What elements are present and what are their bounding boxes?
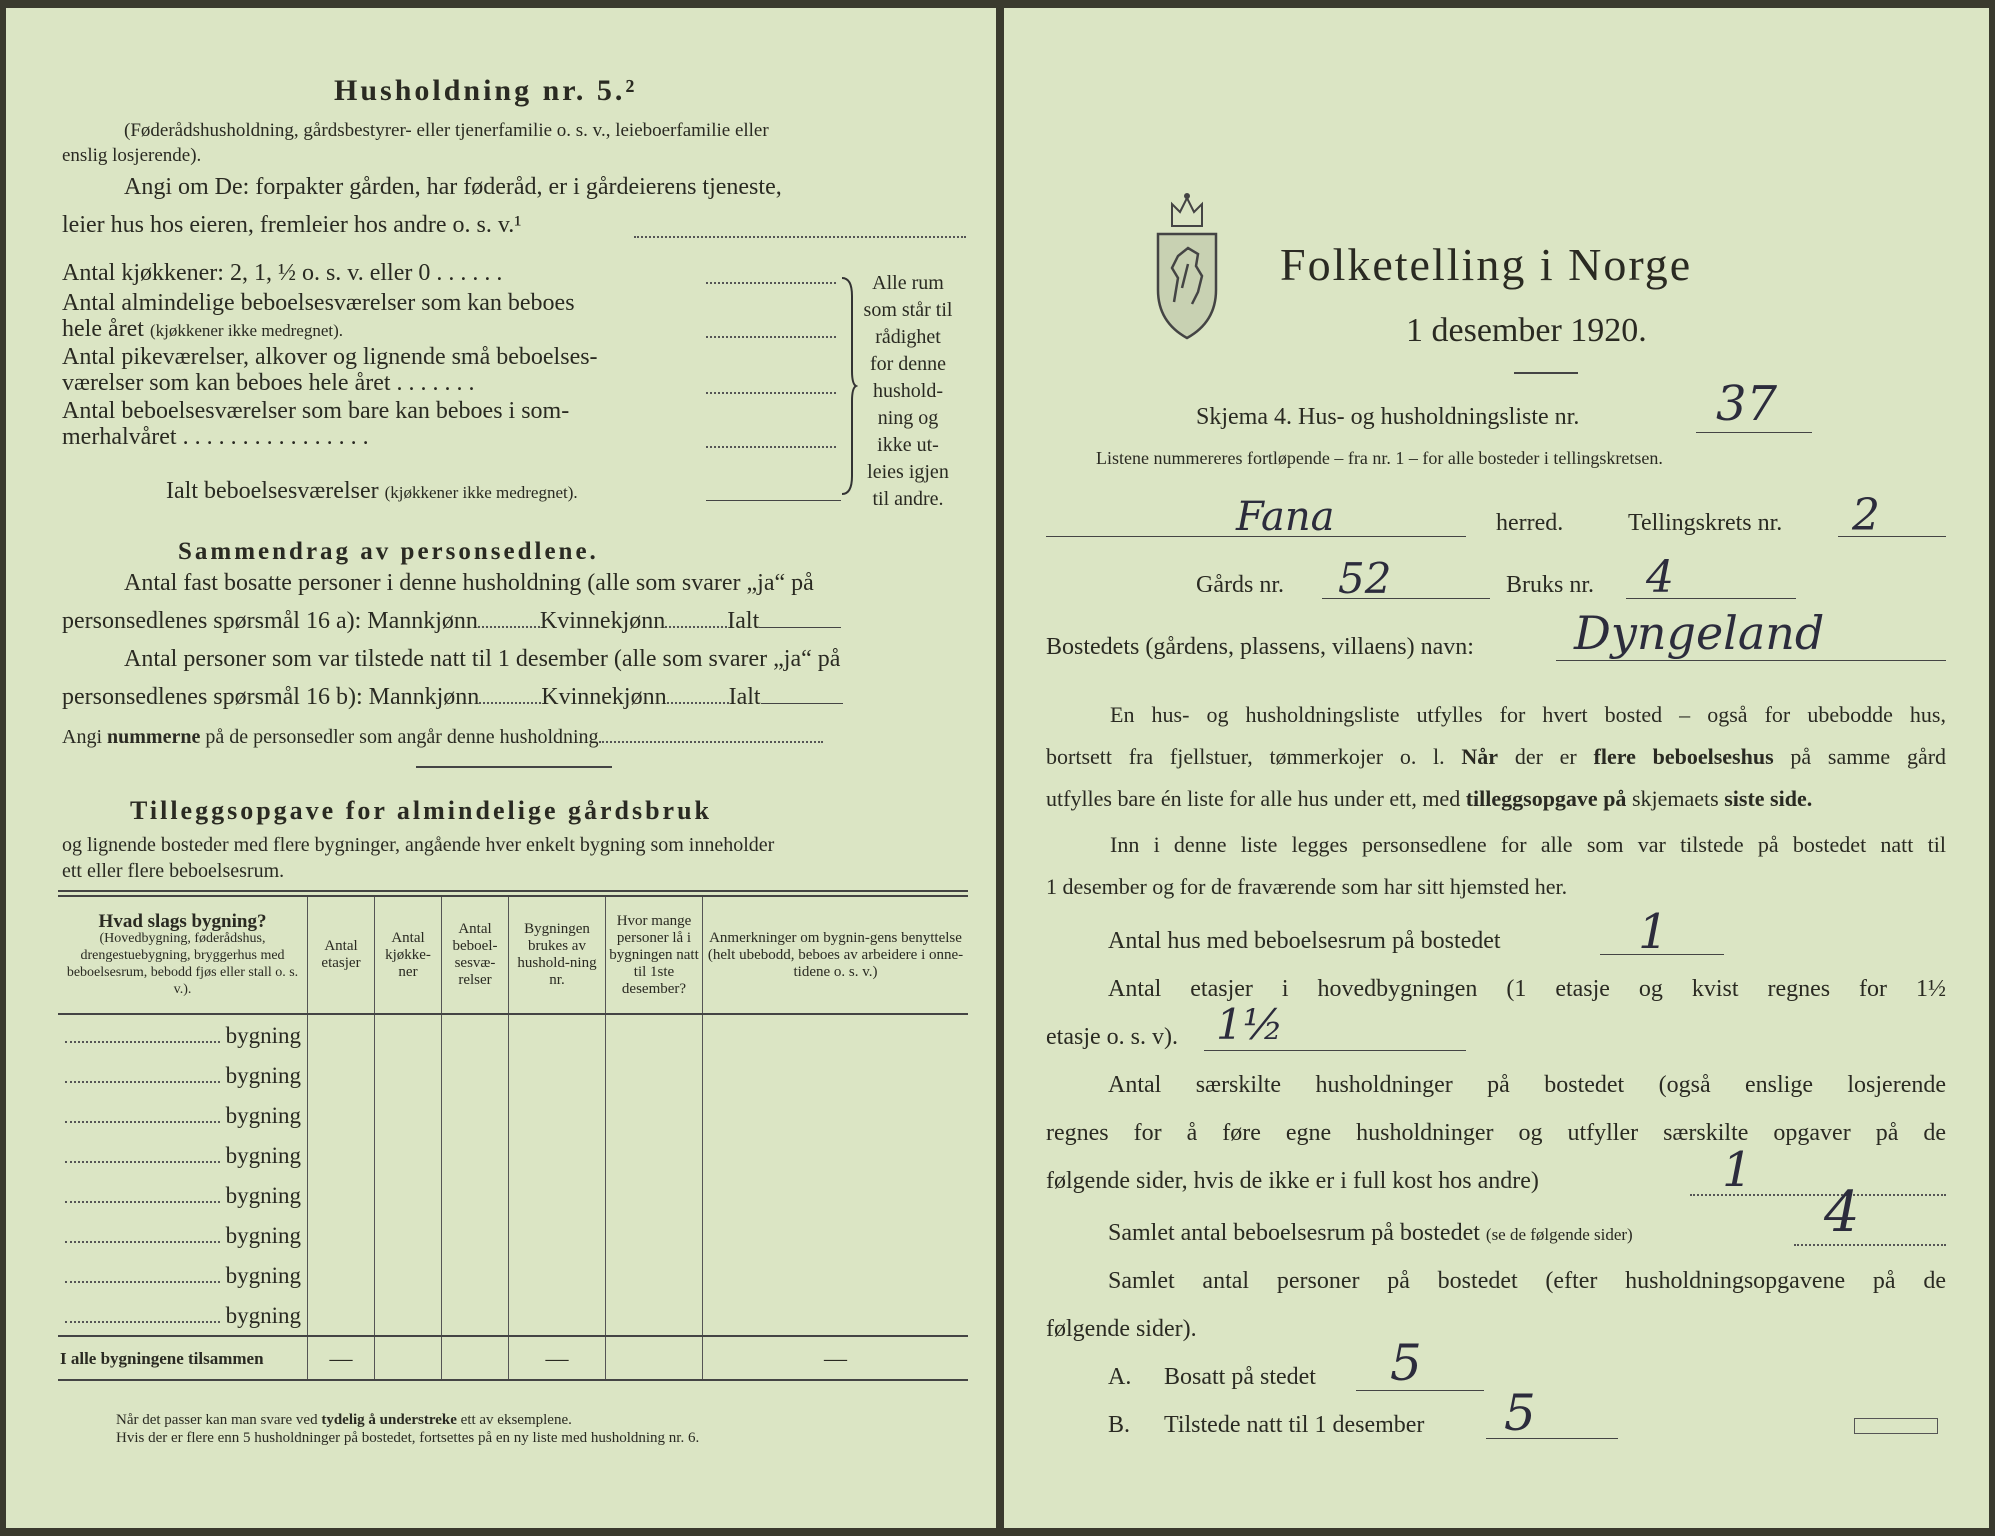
table-row — [58, 1255, 968, 1295]
printer-stamp — [1854, 1418, 1938, 1434]
household-note-2: enslig losjerende). — [62, 145, 202, 166]
a-label: A. — [1108, 1364, 1132, 1390]
table-row — [58, 1295, 968, 1336]
right-page — [1004, 8, 1989, 1528]
summary-line-3: Antal personer som var tilstede natt til 1 desember (alle som svarer „ja“ på — [124, 646, 841, 672]
q-hus-value[interactable]: 1 — [1638, 904, 1669, 960]
total-husholdning: — — [509, 1336, 606, 1380]
building-table — [58, 895, 968, 1381]
table-row — [58, 1095, 968, 1135]
tillegg-line-1: og lignende bosteder med flere bygninger, angående hver enkelt bygning som inneholder — [62, 834, 775, 856]
q-hus-label: Antal hus med beboelsesrum på bostedet — [1108, 928, 1501, 954]
q-pers-line-1: Samlet antal personer på bostedet (efter husholdningsopgavene på de — [1108, 1268, 1946, 1294]
coat-of-arms-icon — [1152, 192, 1222, 344]
listene-note: Listene nummereres fortløpende – fra nr. 1 – for alle bosteder i tellingskretsen. — [1096, 448, 1663, 468]
summary-line-2: personsedlenes spørsmål 16 a): Mannkjønn Kvinnekjønn Ialt — [62, 608, 841, 635]
bostedets-label: Bostedets (gårdens, plassens, villaens) navn: — [1046, 634, 1474, 660]
q-etasjer-value[interactable]: 1½ — [1216, 1000, 1284, 1049]
row-label: bygning — [225, 1262, 301, 1288]
table-row — [58, 1135, 968, 1175]
col-personer: Hvor mange personer lå i bygningen natt til 1ste desember? — [606, 896, 703, 1014]
sommer-line-1: Antal beboelsesværelser som bare kan beboes i som- — [62, 398, 570, 424]
b-label: B. — [1108, 1412, 1131, 1438]
bruks-value[interactable]: 4 — [1646, 552, 1674, 603]
form-title: Folketelling i Norge — [1280, 239, 1693, 290]
row-label: bygning — [225, 1102, 301, 1128]
footnote-2: Hvis der er flere enn 5 husholdninger på bostedet, fortsettes på en ny liste med husholdning nr. 6. — [116, 1430, 700, 1446]
angi-line-1: Angi om De: forpakter gården, har føderåd, er i gårdeierens tjeneste, — [124, 174, 782, 200]
q-hush-line-1: Antal særskilte husholdninger på bostedet (også enslige losjerende — [1108, 1072, 1946, 1098]
alm-answer[interactable] — [706, 336, 836, 338]
tillegg-title: Tilleggsopgave for almindelige gårdsbruk — [130, 796, 713, 825]
household-note: (Føderådshusholdning, gårdsbestyrer- eller tjenerfamilie o. s. v., leieboerfamilie eller — [124, 120, 769, 141]
b-value[interactable]: 5 — [1504, 1384, 1536, 1442]
skjema-line — [1696, 432, 1812, 433]
angi-nummerne: Angi nummerne på de personsedler som angår denne husholdning — [62, 726, 823, 749]
title-rule — [1514, 372, 1578, 374]
alm-line-1: Antal almindelige beboelsesværelser som kan beboes — [62, 290, 575, 316]
footnote-1: Når det passer kan man svare ved tydelig å understreke ett av eksemplene. — [116, 1412, 572, 1428]
q-rum-label: Samlet antal beboelsesrum på bostedet (se de følgende sider) — [1108, 1220, 1633, 1246]
bostedets-value[interactable]: Dyngeland — [1574, 606, 1825, 660]
q-etasjer-line-2: etasje o. s. v). — [1046, 1024, 1178, 1050]
kjokkener-label: Antal kjøkkener: 2, 1, ½ o. s. v. eller 0 . . . . . . — [62, 260, 503, 286]
info-line-2: bortsett fra fjellstuer, tømmerkojer o. l. Når der er flere beboelseshus på samme gård — [1046, 744, 1947, 769]
row-label: bygning — [225, 1182, 301, 1208]
gards-value[interactable]: 52 — [1338, 554, 1392, 603]
brace-icon — [838, 276, 858, 496]
table-total-row — [58, 1336, 968, 1380]
b-text: Tilstede natt til 1 desember — [1164, 1412, 1425, 1438]
ialt-rooms-answer[interactable] — [706, 500, 841, 501]
col-anmerkninger: Anmerkninger om bygnin-gens benyttelse (helt ubebodd, beboes av arbeidere i onne-tidene o. s. v.) — [703, 896, 969, 1014]
pike-line-2: værelser som kan beboes hele året . . . . . . . — [62, 370, 475, 396]
info-line-1: En hus- og husholdningsliste utfylles for hvert bosted – også for ubebodde hus, — [1110, 702, 1946, 727]
gards-label: Gårds nr. — [1196, 572, 1284, 598]
table-row — [58, 1055, 968, 1095]
total-anmerkninger: — — [703, 1336, 969, 1380]
row-label: bygning — [225, 1302, 301, 1328]
kjokkener-answer[interactable] — [706, 282, 836, 284]
q-etasjer-line — [1204, 1050, 1466, 1051]
a-value[interactable]: 5 — [1390, 1334, 1422, 1392]
col-bygning: Hvad slags bygning? (Hovedbygning, føderådshus, drengestuebygning, bryggerhus med beboelsesrum, bebodd fjøs eller stall o. s. v.). — [58, 896, 308, 1014]
col-beboelsesvaerelser: Antal beboel-sesvæ-relser — [442, 896, 509, 1014]
info-line-4: Inn i denne liste legges personsedlene for alle som var tilstede på bostedet natt til — [1110, 832, 1946, 857]
angi-answer-line[interactable] — [634, 236, 966, 238]
tellingskrets-label: Tellingskrets nr. — [1628, 510, 1783, 536]
row-label: bygning — [225, 1022, 301, 1048]
summary-line-4: personsedlenes spørsmål 16 b): Mannkjønn Kvinnekjønn Ialt — [62, 684, 843, 711]
q-rum-line — [1794, 1244, 1946, 1246]
row-label: bygning — [225, 1142, 301, 1168]
angi-line-2: leier hus hos eieren, fremleier hos andre o. s. v.¹ — [62, 212, 522, 238]
bruks-label: Bruks nr. — [1506, 572, 1595, 598]
info-line-3: utfylles bare én liste for alle hus under ett, med tilleggsopgave på skjemaets siste side. — [1046, 786, 1813, 811]
herred-label: herred. — [1496, 510, 1564, 536]
q-pers-line-2: følgende sider). — [1046, 1316, 1197, 1342]
left-page — [6, 8, 996, 1528]
table-row — [58, 1215, 968, 1255]
summary-line-1: Antal fast bosatte personer i denne husholdning (alle som svarer „ja“ på — [124, 570, 814, 596]
col-kjokkener: Antal kjøkke-ner — [375, 896, 442, 1014]
a-text: Bosatt på stedet — [1164, 1364, 1316, 1390]
household-title: Husholdning nr. 5.² — [334, 74, 638, 107]
q-hush-line-2: regnes for å føre egne husholdninger og utfyller særskilte opgaver på de — [1046, 1120, 1946, 1146]
ialt-rooms-label: Ialt beboelsesværelser (kjøkkener ikke medregnet). — [166, 478, 578, 504]
skjema-value[interactable]: 37 — [1716, 376, 1778, 432]
divider — [416, 766, 612, 768]
tillegg-line-2: ett eller flere beboelsesrum. — [62, 860, 285, 882]
sommer-answer[interactable] — [706, 446, 836, 448]
q-etasjer-line-1: Antal etasjer i hovedbygningen (1 etasje og kvist regnes for 1½ — [1108, 976, 1946, 1002]
skjema-label: Skjema 4. Hus- og husholdningsliste nr. — [1196, 404, 1580, 430]
brace-note: Alle rum som står til rådighet for denne hushold- ning og ikke ut- leies igjen til andre. — [863, 272, 953, 510]
col-etasjer: Antal etasjer — [308, 896, 375, 1014]
form-date: 1 desember 1920. — [1406, 312, 1647, 349]
sommer-line-2: merhalvåret . . . . . . . . . . . . . . . . — [62, 424, 369, 450]
col-husholdning-nr: Bygningen brukes av hushold-ning nr. — [509, 896, 606, 1014]
table-row — [58, 1175, 968, 1215]
total-label: I alle bygningene tilsammen — [58, 1336, 308, 1380]
pike-line-1: Antal pikeværelser, alkover og lignende små beboelses- — [62, 344, 598, 370]
tellingskrets-value[interactable]: 2 — [1852, 490, 1880, 541]
row-label: bygning — [225, 1062, 301, 1088]
table-row — [58, 1014, 968, 1055]
alm-line-2: hele året (kjøkkener ikke medregnet). — [62, 316, 343, 342]
herred-value[interactable]: Fana — [1236, 494, 1335, 540]
bostedets-line — [1556, 660, 1946, 661]
pike-answer[interactable] — [706, 392, 836, 394]
info-line-5: 1 desember og for de fraværende som har sitt hjemsted her. — [1046, 874, 1568, 899]
q-hush-value[interactable]: 1 — [1722, 1142, 1753, 1198]
q-rum-value[interactable]: 4 — [1824, 1180, 1860, 1245]
row-label: bygning — [225, 1222, 301, 1248]
table-top-rule — [58, 890, 968, 892]
summary-title: Sammendrag av personsedlene. — [178, 538, 599, 565]
q-hush-line-3: følgende sider, hvis de ikke er i full kost hos andre) — [1046, 1168, 1539, 1194]
total-etasjer: — — [308, 1336, 375, 1380]
